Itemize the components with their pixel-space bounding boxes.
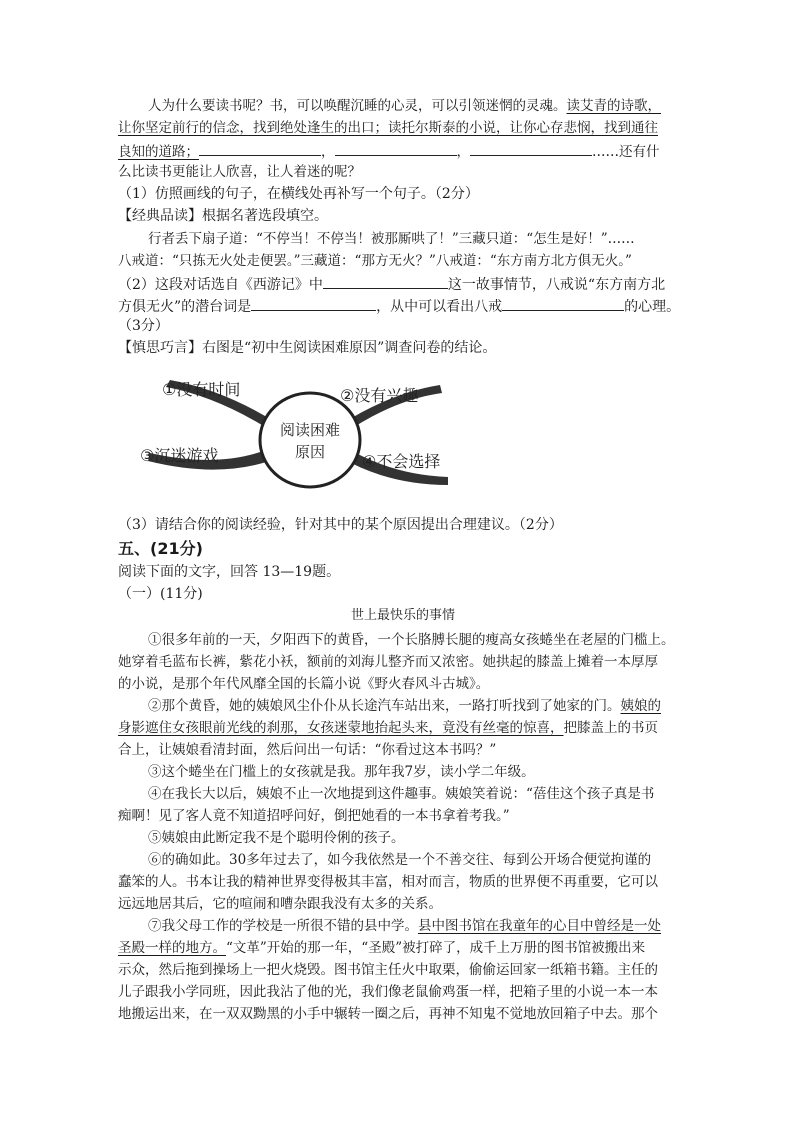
question-2-score: （3分） xyxy=(118,318,169,334)
article-line: ①很多年前的一天，夕阳西下的黄昏，一个长胳膊长腿的瘦高女孩蜷坐在老屋的门槛上。 xyxy=(148,632,675,648)
reason-4: ④不会选择 xyxy=(362,452,441,471)
article-line: 痴啊！见了客人竟不知道招呼问好，倒把她看的一本书拿着考我。” xyxy=(118,808,510,824)
intro-line-1: 人为什么要读书呢？书，可以唤醒沉睡的心灵，可以引领迷惘的灵魂。读艾青的诗歌， xyxy=(148,98,661,114)
question-1: （1）仿照画线的句子，在横线处再补写一个句子。（2分） xyxy=(118,186,479,202)
article-line: ⑤姨娘由此断定我不是个聪明伶俐的孩子。 xyxy=(148,830,405,846)
article-line: 的小说，是那个年代风靡全国的长篇小说《野火春风斗古城》。 xyxy=(118,676,490,692)
center-label-1: 阅读困难 xyxy=(279,421,341,439)
article-title: 世上最快乐的事情 xyxy=(350,608,455,623)
article-line: ③这个蜷坐在门槛上的女孩就是我。那年我7岁，读小学二年级。 xyxy=(148,764,535,780)
article-line: 蠢笨的人。书本让我的精神世界变得极其丰富，相对而言，物质的世界便不再重要，它可以 xyxy=(118,874,658,890)
article-line: ④在我长大以后，姨娘不止一次地提到这件趣事。姨娘笑着说：“蓓佳这个孩子真是书 xyxy=(148,786,655,802)
intro-line-3: 良知的道路； ， ， ……还有什 xyxy=(118,140,688,162)
section-5-title: 五、(21分) xyxy=(118,539,203,558)
question-3: （3）请结合你的阅读经验，针对其中的某个原因提出合理建议。（2分） xyxy=(118,517,563,533)
article-line: ②那个黄昏，她的姨娘风尘仆仆从长途汽车站出来，一路打听找到了她家的门。姨娘的 xyxy=(148,698,661,714)
article-line: 合上，让姨娘看清封面，然后问出一句话：“你看过这本书吗？” xyxy=(118,742,497,758)
reading-difficulty-diagram xyxy=(130,365,460,495)
article-line: 地搬运出来，在一双双黝黑的小手中辗转一圈之后，再神不知鬼不觉地放回箱子中去。那个 xyxy=(118,1006,658,1022)
answer-blank-1[interactable] xyxy=(199,140,321,156)
article-line: 儿子跟我小学同班，因此我沾了他的光，我们像老鼠偷鸡蛋一样，把箱子里的小说一本一本 xyxy=(118,984,658,1000)
center-circle xyxy=(260,393,360,487)
classic-quote-1: 行者丢下扇子道：“不停当！不停当！被那厮哄了！”三藏只道：“怎生是好！”…… xyxy=(148,231,635,247)
intro-line-2: 让你坚定前行的信念，找到绝处逢生的出口；读托尔斯泰的小说，让你心存悲悯，找到通往 xyxy=(118,120,658,136)
article-line: ⑥的确如此。30多年过去了，如今我依然是一个不善交往、每到公开场合便觉拘谨的 xyxy=(148,852,652,868)
article-line: 示众，然后拖到操场上一把火烧毁。图书馆主任火中取栗，偷偷运回家一纸箱书籍。主任的 xyxy=(118,962,658,978)
reason-1: ①没有时间 xyxy=(162,380,241,399)
reason-2: ②没有兴趣 xyxy=(340,386,419,405)
center-label-2: 原因 xyxy=(294,443,326,461)
answer-blank-3[interactable] xyxy=(470,140,592,156)
answer-blank-6[interactable] xyxy=(502,295,624,311)
question-2-line-1: （2）这段对话选自《西游记》中 这一故事情节，八戒说“东方南方北 xyxy=(118,273,688,295)
article-line: ⑦我父母工作的学校是一所很不错的县中学。县中图书馆在我童年的心目中曾经是一处 xyxy=(148,918,661,934)
answer-blank-4[interactable] xyxy=(323,273,448,289)
classic-heading-line: 【经典品读】根据名著选段填空。 xyxy=(118,208,328,224)
article-line: 圣殿一样的地方。“文革”开始的那一年，“圣殿”被打碎了，成千上万册的图书馆被搬出来 xyxy=(118,940,646,956)
section-5-part: （一）(11分) xyxy=(118,586,203,602)
answer-blank-2[interactable] xyxy=(335,140,457,156)
section-5-instruction: 阅读下面的文字，回答 13—19题。 xyxy=(118,564,341,580)
intro-line-4: 么比读书更能让人欣喜，让人着迷的呢？ xyxy=(118,164,361,180)
careful-heading-line: 【慎思巧言】右图是“初中生阅读困难原因”调查问卷的结论。 xyxy=(118,340,497,356)
article-line: 远远地居其后，它的喧闹和嘈杂跟我没有太多的关系。 xyxy=(118,896,442,912)
reason-3: ③沉迷游戏 xyxy=(140,446,219,465)
question-2-line-2: 方俱无火”的潜台词是 ，从中可以看出八戒 的心理。 xyxy=(118,295,688,317)
classic-quote-2: 八戒道：“只拣无火处走便罢。”三藏道：“那方无火？”八戒道：“东方南方北方俱无火。” xyxy=(118,253,632,269)
answer-blank-5[interactable] xyxy=(251,295,376,311)
article-line: 她穿着毛蓝布长裤，紫花小袄，额前的刘海儿整齐而又浓密。她拱起的膝盖上摊着一本厚厚 xyxy=(118,654,658,670)
article-line: 身影遮住女孩眼前光线的刹那，女孩迷蒙地抬起头来，竟没有丝毫的惊喜，把膝盖上的书页 xyxy=(118,720,658,736)
